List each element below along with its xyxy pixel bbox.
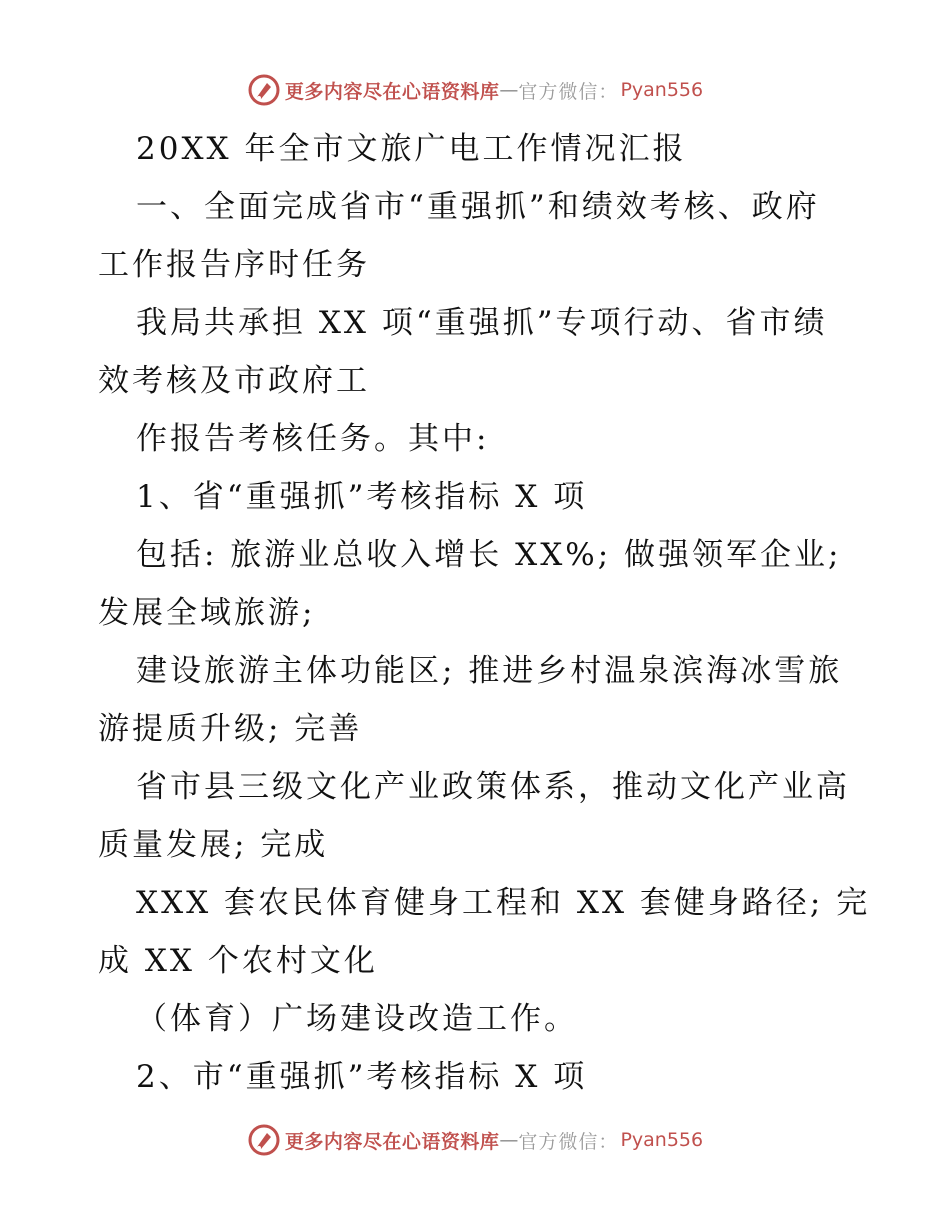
text-line: 发展全域旅游;: [98, 595, 316, 631]
pen-nib-logo-icon: [247, 1123, 281, 1157]
text-line: 工作报告序时任务: [98, 247, 370, 283]
text-line: 质量发展; 完成: [98, 827, 329, 863]
watermark-sub: 官方微信：: [518, 80, 619, 103]
pen-nib-logo-icon: [247, 73, 281, 107]
watermark-handle: Pyan556: [620, 79, 704, 101]
text-line: 包括: 旅游业总收入增长 XX%; 做强领军企业;: [136, 537, 842, 573]
text-line: XXX 套农民体育健身工程和 XX 套健身路径; 完: [136, 885, 871, 921]
text-line: （体育）广场建设改造工作。: [136, 1001, 578, 1037]
watermark-text: 更多内容尽在心语资料库: [284, 80, 500, 103]
document-body: [98, 120, 871, 1106]
watermark-sub: 官方微信：: [518, 1130, 619, 1153]
text-line: 成 XX 个农村文化: [98, 943, 378, 979]
watermark-handle: Pyan556: [620, 1129, 704, 1151]
text-line: 1、省“重强抓”考核指标 X 项: [136, 479, 588, 515]
watermark-text: 更多内容尽在心语资料库: [284, 1130, 500, 1153]
watermark-footer: [0, 1118, 950, 1162]
watermark-separator: —: [499, 79, 519, 101]
text-line: 作报告考核任务。其中:: [136, 421, 490, 457]
text-line: 效考核及市政府工: [98, 363, 370, 399]
text-line: 我局共承担 XX 项“重强抓”专项行动、省市绩: [136, 305, 828, 341]
text-line: 一、全面完成省市“重强抓”和绩效考核、政府: [136, 189, 820, 225]
text-line: 游提质升级; 完善: [98, 711, 363, 747]
text-line: 2、市“重强抓”考核指标 X 项: [136, 1059, 588, 1095]
document-title: 20XX 年全市文旅广电工作情况汇报: [136, 131, 687, 167]
text-line: 省市县三级文化产业政策体系，推动文化产业高: [136, 769, 850, 805]
watermark-header: [0, 68, 950, 112]
watermark-separator: —: [499, 1129, 519, 1151]
text-line: 建设旅游主体功能区; 推进乡村温泉滨海冰雪旅: [136, 653, 843, 689]
